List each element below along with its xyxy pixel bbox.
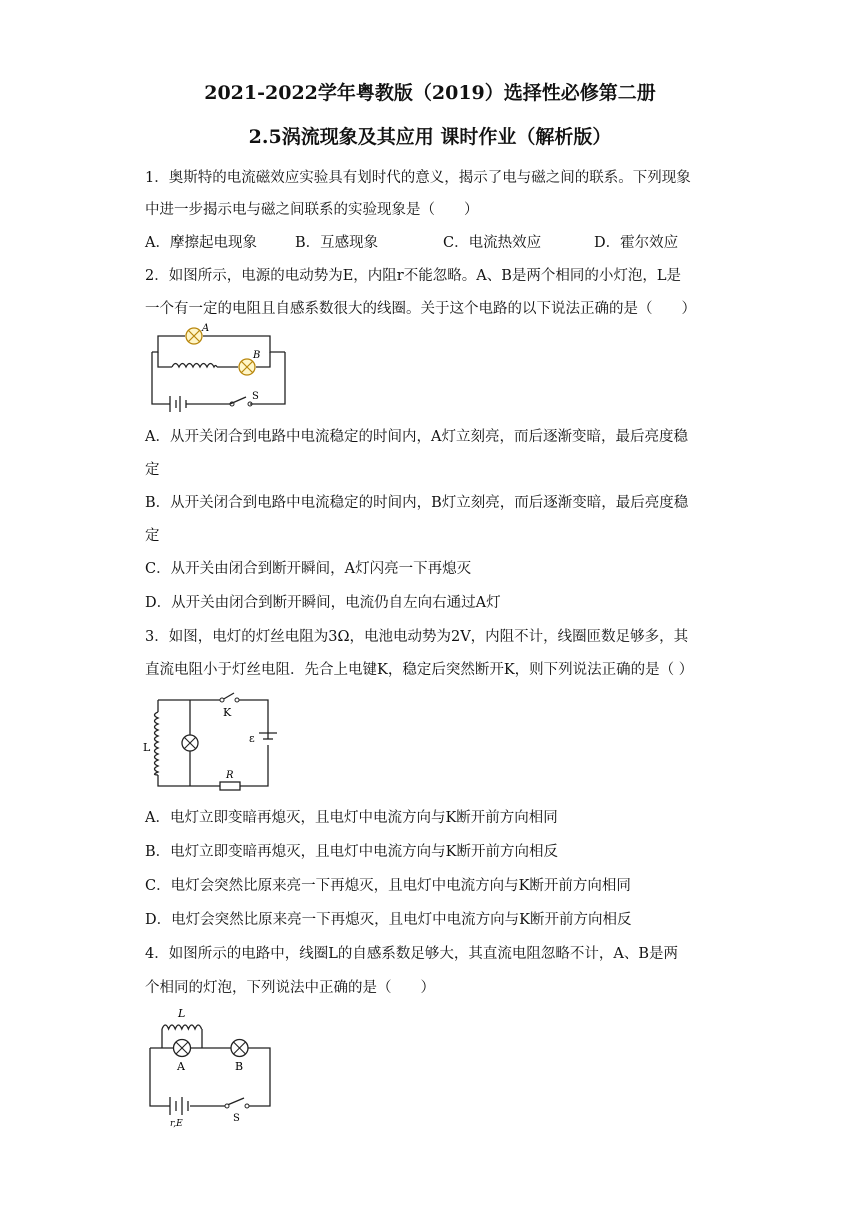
q3-label-r: R: [226, 770, 234, 781]
q1-option-c: C．电流热效应: [443, 235, 542, 251]
q2-option-a-line-2: 定: [145, 462, 160, 478]
q2-option-b-line-1: B．从开关闭合到电路中电流稳定的时间内，B灯立刻亮，而后逐渐变暗，最后亮度稳: [145, 495, 689, 511]
q2-option-c: C．从开关由闭合到断开瞬间，A灯闪亮一下再熄灭: [145, 561, 472, 577]
q3-label-k: K: [223, 706, 232, 719]
q3-stem-line-1: 3．如图，电灯的灯丝电阻为3Ω，电池电动势为2V，内阻不计，线圈匝数足够多，其: [145, 629, 689, 645]
title-line-2: 2.5涡流现象及其应用 课时作业（解析版）: [248, 126, 612, 148]
q4-circuit-figure: [140, 1003, 285, 1128]
q2-circuit-figure: [140, 322, 300, 412]
q2-option-b-line-2: 定: [145, 528, 160, 544]
q4-label-l: L: [178, 1007, 186, 1020]
q1-stem-line-1: 1．奥斯特的电流磁效应实验具有划时代的意义，揭示了电与磁之间的联系。下列现象: [145, 170, 691, 186]
q1-option-d: D．霍尔效应: [594, 235, 679, 251]
q2-label-a: A: [202, 323, 210, 334]
q2-option-d: D．从开关由闭合到断开瞬间，电流仍自左向右通过A灯: [145, 595, 501, 611]
q1-option-a: A．摩擦起电现象: [145, 235, 257, 251]
q3-option-b: B．电灯立即变暗再熄灭，且电灯中电流方向与K断开前方向相反: [145, 844, 558, 860]
q1-stem-line-2: 中进一步揭示电与磁之间联系的实验现象是（ ）: [145, 202, 479, 218]
q4-label-a: A: [177, 1060, 185, 1073]
q2-stem-line-1: 2．如图所示，电源的电动势为E，内阻r不能忽略。A、B是两个相同的小灯泡，L是: [145, 268, 681, 284]
q3-circuit-figure: [140, 688, 280, 793]
q4-stem-line-1: 4．如图所示的电路中，线圈L的自感系数足够大，其直流电阻忽略不计，A、B是两: [145, 946, 678, 962]
q3-option-c: C．电灯会突然比原来亮一下再熄灭，且电灯中电流方向与K断开前方向相同: [145, 878, 631, 894]
q1-option-b: B．互感现象: [295, 235, 379, 251]
q2-label-b: B: [253, 350, 261, 361]
q4-label-b: B: [235, 1060, 244, 1073]
q2-label-s: S: [252, 391, 259, 402]
q3-label-e: ε: [249, 732, 255, 745]
q4-label-re: r,E: [170, 1119, 183, 1128]
title-line-1: 2021-2022学年粤教版（2019）选择性必修第二册: [204, 82, 656, 104]
q3-option-d: D．电灯会突然比原来亮一下再熄灭，且电灯中电流方向与K断开前方向相反: [145, 912, 632, 928]
q3-option-a: A．电灯立即变暗再熄灭，且电灯中电流方向与K断开前方向相同: [145, 810, 558, 826]
q3-stem-line-2: 直流电阻小于灯丝电阻．先合上电键K，稳定后突然断开K，则下列说法正确的是（ ）: [145, 662, 694, 678]
q2-stem-line-2: 一个有一定的电阻且自感系数很大的线圈。关于这个电路的以下说法正确的是（ ）: [145, 301, 696, 317]
q2-option-a-line-1: A．从开关闭合到电路中电流稳定的时间内，A灯立刻亮，而后逐渐变暗，最后亮度稳: [145, 429, 688, 445]
q3-label-l: L: [143, 741, 151, 754]
q4-label-s: S: [233, 1113, 240, 1124]
q4-stem-line-2: 个相同的灯泡，下列说法中正确的是（ ）: [145, 980, 435, 996]
